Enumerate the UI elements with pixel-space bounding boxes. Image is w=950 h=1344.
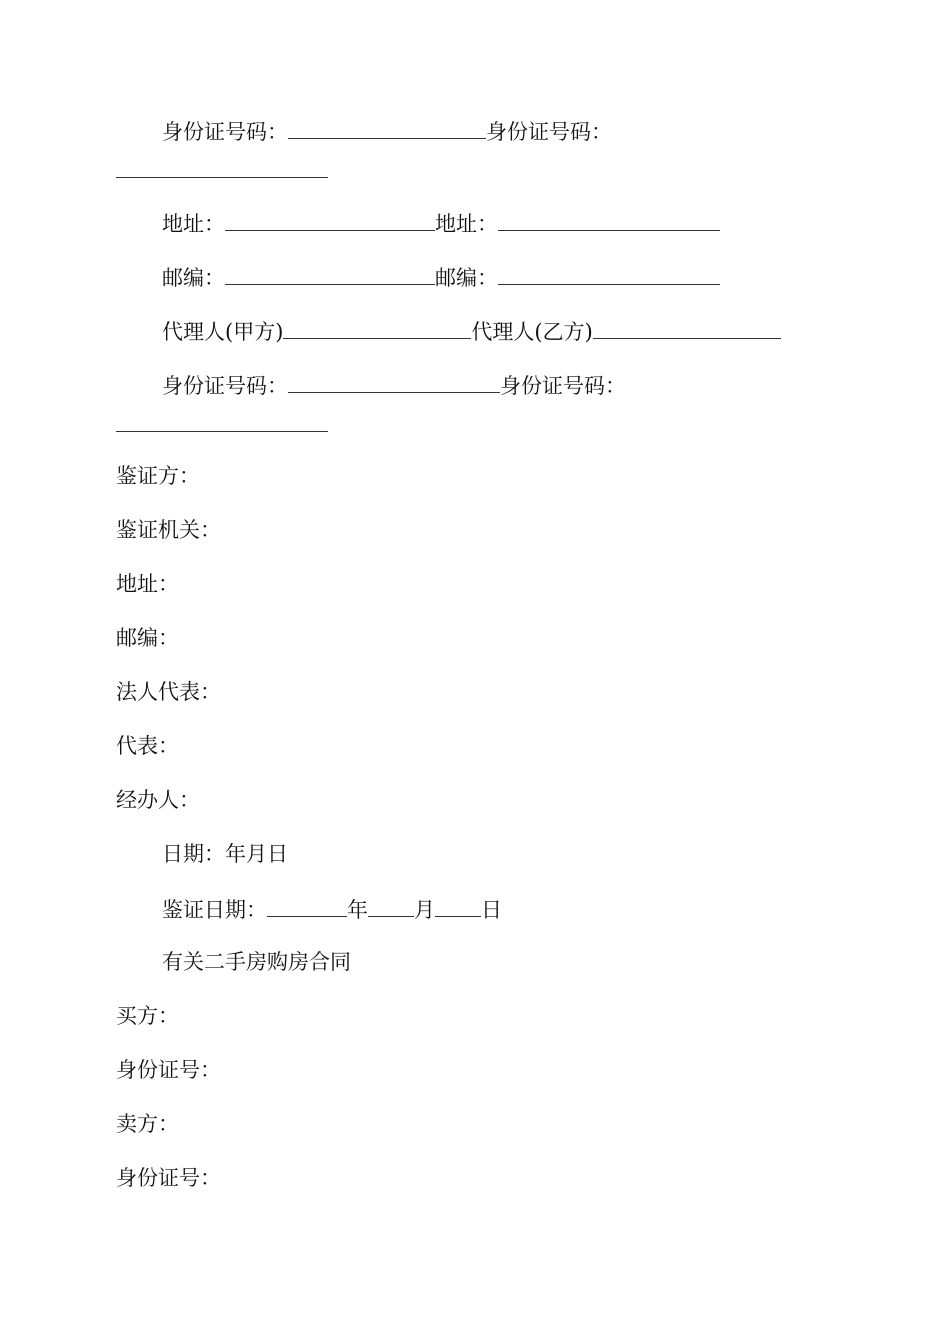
contract-title: 有关二手房购房合同 <box>162 950 351 974</box>
notary-address-label: 地址： <box>116 572 179 596</box>
address-blank-b[interactable] <box>498 208 720 231</box>
rep-label: 代表： <box>116 734 179 758</box>
legal-rep-label: 法人代表： <box>116 680 221 704</box>
month-label: 月 <box>414 898 435 922</box>
id-number-label-a: 身份证号码： <box>162 120 288 144</box>
agent-label-a: 代理人(甲方) <box>162 320 284 344</box>
address-label-a: 地址： <box>162 212 225 236</box>
buyer-label: 买方： <box>116 1004 179 1028</box>
id-number-row-1 <box>162 116 612 144</box>
seller-id-label: 身份证号： <box>116 1166 221 1190</box>
id-number-label-b2: 身份证号码： <box>500 374 626 398</box>
agent-label-b: 代理人(乙方) <box>471 320 593 344</box>
zip-blank-b[interactable] <box>498 262 720 285</box>
id-number-row-2 <box>162 370 626 398</box>
day-label: 日 <box>481 898 502 922</box>
agent-blank-a[interactable] <box>283 316 471 339</box>
zip-label-b: 邮编： <box>435 266 498 290</box>
zip-blank-a[interactable] <box>225 262 435 285</box>
verify-date-label: 鉴证日期： <box>162 898 267 922</box>
year-blank[interactable] <box>267 894 347 917</box>
zip-row <box>162 262 720 290</box>
agent-row <box>162 316 781 344</box>
zip-label-a: 邮编： <box>162 266 225 290</box>
seller-label: 卖方： <box>116 1112 179 1136</box>
year-label: 年 <box>347 898 368 922</box>
buyer-id-label: 身份证号： <box>116 1058 221 1082</box>
notary-zip-label: 邮编： <box>116 626 179 650</box>
address-row <box>162 208 720 236</box>
day-blank[interactable] <box>435 894 481 917</box>
id-number-label-a2: 身份证号码： <box>162 374 288 398</box>
date-line: 日期：年月日 <box>162 842 288 866</box>
agent-blank-b[interactable] <box>593 316 781 339</box>
id-number-blank-a2[interactable] <box>288 370 500 393</box>
notary-label: 鉴证方： <box>116 464 200 488</box>
id-number-label-b: 身份证号码： <box>486 120 612 144</box>
handler-label: 经办人： <box>116 788 200 812</box>
address-blank-a[interactable] <box>225 208 435 231</box>
notary-org-label: 鉴证机关： <box>116 518 221 542</box>
id-number-blank-b[interactable] <box>116 177 328 178</box>
address-label-b: 地址： <box>435 212 498 236</box>
month-blank[interactable] <box>368 894 414 917</box>
id-number-blank-a[interactable] <box>288 116 486 139</box>
verify-date-row <box>162 894 502 922</box>
id-number-blank-b2[interactable] <box>116 431 328 432</box>
